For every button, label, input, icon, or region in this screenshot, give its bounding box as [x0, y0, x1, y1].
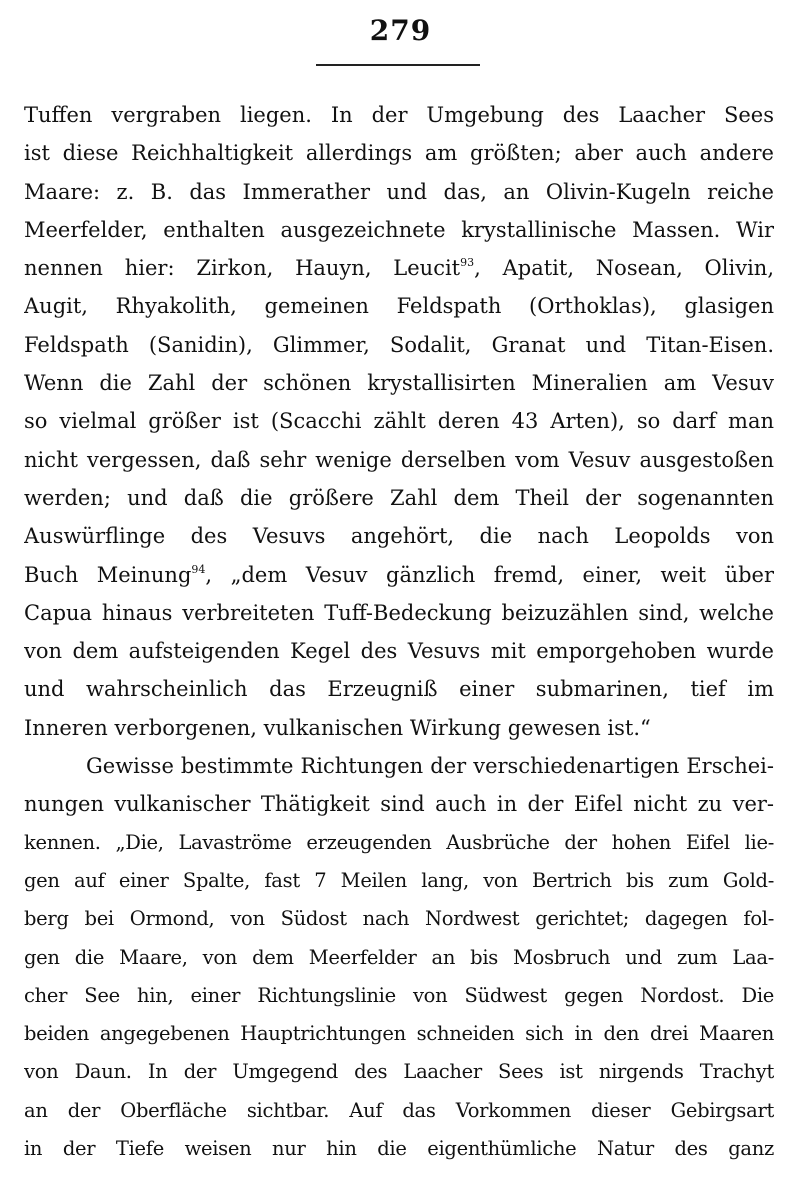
text-line: an der Oberfläche sichtbar. Auf das Vorkommen dieser Gebirgsart [24, 1098, 774, 1122]
text-line: beiden angegebenen Hauptrichtungen schneiden sich in den drei Maaren [24, 1022, 774, 1046]
text-line: kennen. „Die, Lavaströme erzeugenden Ausbrüche der hohen Eifel lie- [24, 830, 774, 854]
text-line: Feldspath (Sanidin), Glimmer, Sodalit, Granat und Titan-Eisen. [24, 332, 774, 357]
text-line: und wahrscheinlich das Erzeugniß einer submarinen, tief im [24, 677, 774, 702]
text-line: werden; und daß die größere Zahl dem Theil der sogenannten [24, 485, 774, 510]
line-text: nennen hier: Zirkon, Hauyn, Leucit [24, 256, 461, 281]
text-line: Capua hinaus verbreiteten Tuff-Bedeckung beizuzählen sind, welche [24, 600, 774, 625]
text-line: Inneren verborgenen, vulkanischen Wirkung gewesen ist.“ [24, 715, 651, 740]
text-line: Wenn die Zahl der schönen krystallisirten Mineralien am Vesuv [24, 371, 774, 396]
text-line [24, 556, 774, 594]
line-text: , Apatit, Nosean, Olivin, [474, 256, 774, 281]
text-line: ist diese Reichhaltigkeit allerdings am größten; aber auch andere [24, 141, 774, 166]
text-line: nicht vergessen, daß sehr wenige derselben vom Vesuv ausgestoßen [24, 447, 774, 472]
text-line: von Daun. In der Umgegend des Laacher Sees ist nirgends Trachyt [24, 1060, 774, 1084]
page-number: 279 [369, 14, 432, 47]
text-line: Maare: z. B. das Immerather und das, an Olivin-Kugeln reiche [24, 179, 774, 204]
text-line: Tuffen vergraben liegen. In der Umgebung des Laacher Sees [24, 103, 774, 127]
text-line: Auswürflinge des Vesuvs angehört, die nach Leopolds von [24, 524, 774, 549]
text-line: von dem aufsteigenden Kegel des Vesuvs mit emporgehoben wurde [24, 639, 774, 664]
line-text: , „dem Vesuv gänzlich fremd, einer, weit über [205, 562, 774, 587]
text-line: gen auf einer Spalte, fast 7 Meilen lang, von Bertrich bis zum Gold- [24, 868, 774, 892]
text-line: Gewisse bestimmte Richtungen der verschiedenartigen Erschei- [86, 754, 774, 779]
line-text: Buch Meinung [24, 562, 192, 587]
text-line: gen die Maare, von dem Meerfelder an bis Mosbruch und zum Laa- [24, 945, 774, 969]
text-line: nungen vulkanischer Thätigkeit sind auch in der Eifel nicht zu ver- [24, 792, 774, 817]
text-line: in der Tiefe weisen nur hin die eigenthümliche Natur des ganz [24, 1137, 774, 1161]
body-text [24, 96, 774, 1168]
text-line: Augit, Rhyakolith, gemeinen Feldspath (Orthoklas), glasigen [24, 294, 774, 319]
text-line: berg bei Ormond, von Südost nach Nordwest gerichtet; dagegen fol- [24, 907, 774, 931]
text-line: Meerfelder, enthalten ausgezeichnete krystallinische Massen. Wir [24, 217, 774, 242]
header-rule [316, 64, 480, 66]
text-line: so vielmal größer ist (Scacchi zählt deren 43 Arten), so darf man [24, 409, 774, 434]
footnote-ref: 93 [460, 256, 475, 270]
text-line: cher See hin, einer Richtungslinie von Südwest gegen Nordost. Die [24, 983, 774, 1007]
text-line [24, 249, 774, 287]
footnote-ref: 94 [191, 562, 206, 576]
